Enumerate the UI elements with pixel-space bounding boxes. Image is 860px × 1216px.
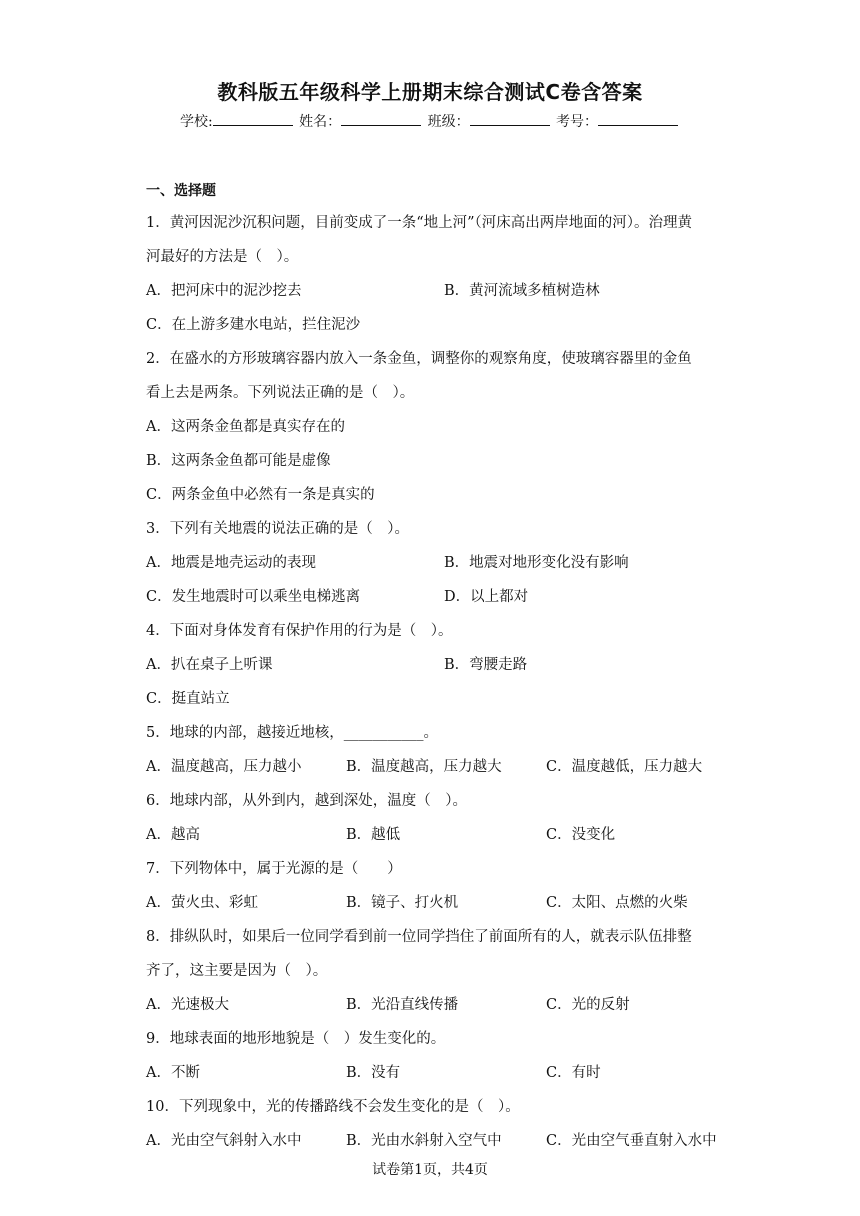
question-stem: 6．地球内部，从外到内，越到深处，温度（ ）。: [146, 793, 467, 809]
option[interactable]: C．光由空气垂直射入水中: [546, 1133, 717, 1149]
exam-no-label: 考号：: [556, 114, 599, 130]
option[interactable]: B．光沿直线传播: [346, 997, 459, 1013]
name-label: 姓名：: [299, 114, 342, 130]
school-blank[interactable]: [213, 111, 293, 126]
name-blank[interactable]: [341, 111, 421, 126]
question-stem: 7．下列物体中，属于光源的是（ ）: [146, 861, 402, 877]
question-stem: 看上去是两条。下列说法正确的是（ ）。: [146, 385, 415, 401]
question-stem: 5．地球的内部，越接近地核，___________。: [146, 725, 438, 741]
option[interactable]: C．温度越低，压力越大: [546, 759, 703, 775]
option[interactable]: A．萤火虫、彩虹: [146, 895, 258, 911]
question-stem: 3．下列有关地震的说法正确的是（ ）。: [146, 521, 409, 537]
student-info-line: [0, 111, 860, 131]
option[interactable]: C．在上游多建水电站，拦住泥沙: [146, 317, 361, 333]
class-blank[interactable]: [470, 111, 550, 126]
question: [146, 342, 720, 512]
option[interactable]: C．有时: [546, 1065, 601, 1081]
class-label: 班级：: [427, 114, 470, 130]
question: [146, 1022, 720, 1090]
question-stem: 河最好的方法是（ ）。: [146, 249, 299, 265]
option[interactable]: C．挺直站立: [146, 691, 230, 707]
option[interactable]: C．没变化: [546, 827, 616, 843]
option[interactable]: A．越高: [146, 827, 200, 843]
option[interactable]: C．太阳、点燃的火柴: [546, 895, 688, 911]
option[interactable]: A．把河床中的泥沙挖去: [146, 283, 302, 299]
exam-no-blank[interactable]: [598, 111, 678, 126]
question-stem: 1．黄河因泥沙沉积问题，目前变成了一条“地上河”（河床高出两岸地面的河）。治理黄: [146, 215, 693, 231]
option[interactable]: A．温度越高，压力越小: [146, 759, 302, 775]
option[interactable]: A．光由空气斜射入水中: [146, 1133, 302, 1149]
question-list: [146, 206, 720, 1158]
question: [146, 614, 720, 716]
option[interactable]: B．弯腰走路: [444, 657, 528, 673]
option[interactable]: B．越低: [346, 827, 401, 843]
question: [146, 716, 720, 784]
question-stem: 4．下面对身体发育有保护作用的行为是（ ）。: [146, 623, 453, 639]
option[interactable]: B．这两条金鱼都可能是虚像: [146, 453, 331, 469]
question-stem: 10．下列现象中，光的传播路线不会发生变化的是（ ）。: [146, 1099, 520, 1115]
option[interactable]: C．光的反射: [546, 997, 630, 1013]
question-stem: 8．排纵队时，如果后一位同学看到前一位同学挡住了前面所有的人，就表示队伍排整: [146, 929, 692, 945]
option[interactable]: A．这两条金鱼都是真实存在的: [146, 419, 345, 435]
section-heading: 一、选择题: [146, 183, 216, 199]
question: [146, 512, 720, 614]
question: [146, 784, 720, 852]
question: [146, 852, 720, 920]
option[interactable]: B．地震对地形变化没有影响: [444, 555, 629, 571]
option[interactable]: B．镜子、打火机: [346, 895, 459, 911]
option[interactable]: A．光速极大: [146, 997, 229, 1013]
question: [146, 206, 720, 342]
question: [146, 1090, 720, 1158]
question-stem: 9．地球表面的地形地貌是（ ）发生变化的。: [146, 1031, 446, 1047]
option[interactable]: C．两条金鱼中必然有一条是真实的: [146, 487, 375, 503]
option[interactable]: A．地震是地壳运动的表现: [146, 555, 316, 571]
option[interactable]: A．不断: [146, 1065, 200, 1081]
question: [146, 920, 720, 1022]
option[interactable]: B．温度越高，压力越大: [346, 759, 502, 775]
option[interactable]: B．光由水斜射入空气中: [346, 1133, 502, 1149]
option[interactable]: A．扒在桌子上听课: [146, 657, 273, 673]
option[interactable]: D．以上都对: [444, 589, 529, 605]
option[interactable]: C．发生地震时可以乘坐电梯逃离: [146, 589, 361, 605]
question-stem: 2．在盛水的方形玻璃容器内放入一条金鱼，调整你的观察角度，使玻璃容器里的金鱼: [146, 351, 692, 367]
page-title: 教科版五年级科学上册期末综合测试C卷含答案: [217, 80, 643, 104]
school-label: 学校:: [179, 114, 213, 130]
option[interactable]: B．没有: [346, 1065, 401, 1081]
option[interactable]: B．黄河流域多植树造林: [444, 283, 600, 299]
page-footer: 试卷第1页，共4页: [372, 1162, 488, 1178]
question-stem: 齐了，这主要是因为（ ）。: [146, 963, 328, 979]
